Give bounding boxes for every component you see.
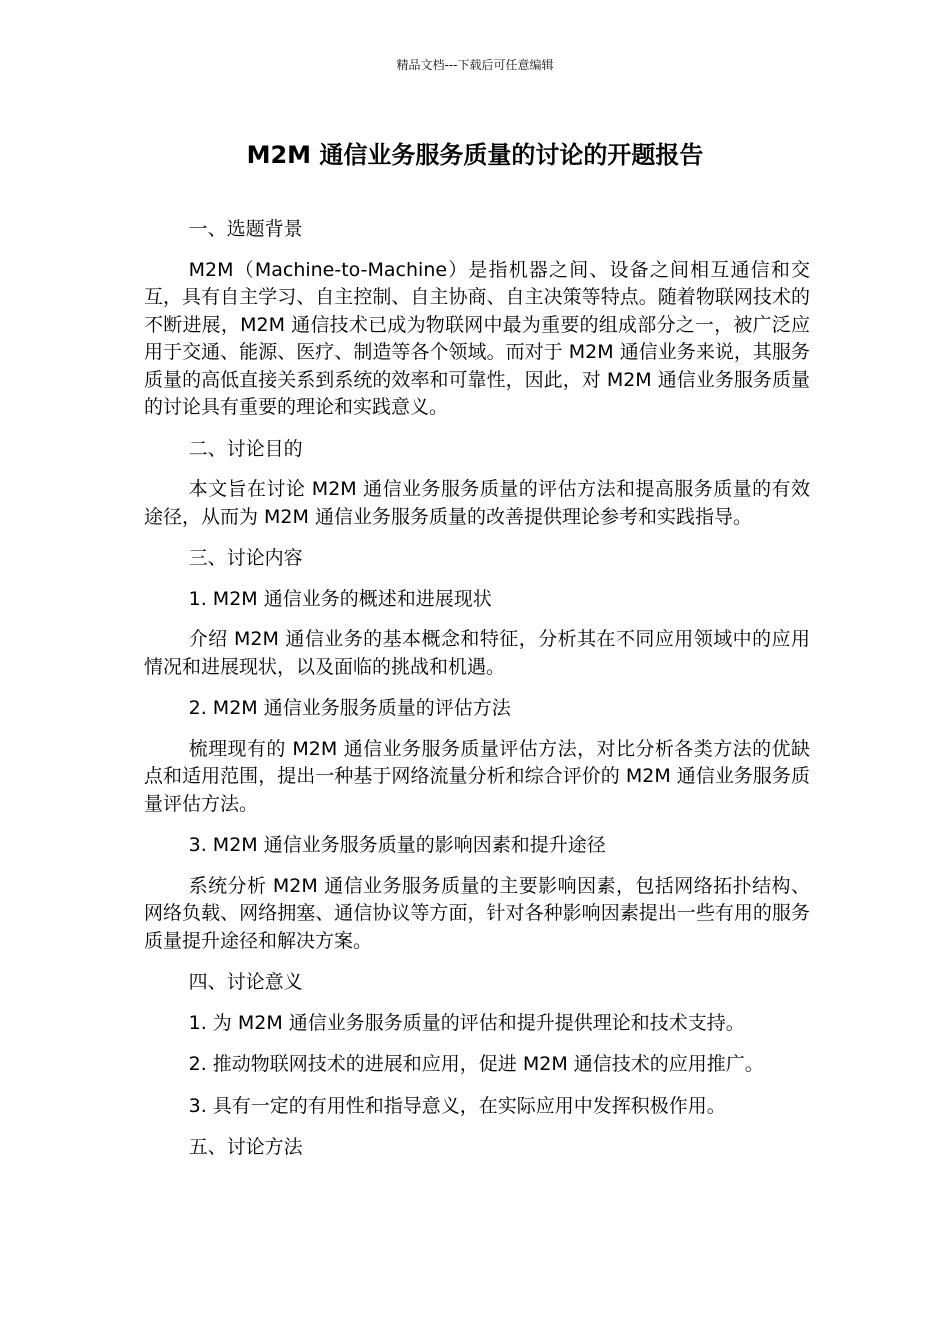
section-heading-purpose: 二、讨论目的	[188, 437, 303, 460]
list-item-significance-1: 1. 为 M2M 通信业务服务质量的评估和提升提供理论和技术支持。	[188, 1011, 745, 1034]
paragraph-evaluation: 梳理现有的 M2M 通信业务服务质量评估方法，对比分析各类方法的优缺点和适用范围，提出一种基于网络流量分析和综合评价的 M2M 通信业务服务质量评估方法。	[144, 737, 810, 815]
subheading-overview: 1. M2M 通信业务的概述和进展现状	[188, 587, 492, 610]
paragraph-purpose: 本文旨在讨论 M2M 通信业务服务质量的评估方法和提高服务质量的有效途径，从而为 M2M 通信业务服务质量的改善提供理论参考和实践指导。	[144, 478, 810, 528]
list-item-significance-2: 2. 推动物联网技术的进展和应用，促进 M2M 通信技术的应用推广。	[188, 1053, 764, 1075]
subheading-factors: 3. M2M 通信业务服务质量的影响因素和提升途径	[188, 834, 606, 856]
document-title: M2M 通信业务服务质量的讨论的开题报告	[246, 141, 704, 169]
document-body	[144, 216, 810, 1175]
header-note: 精品文档---下载后可任意编辑	[396, 58, 554, 72]
paragraph-overview: 介绍 M2M 通信业务的基本概念和特征，分析其在不同应用领域中的应用情况和进展现状，以及面临的挑战和机遇。	[144, 628, 810, 678]
paragraph-background: M2M（Machine-to-Machine）是指机器之间、设备之间相互通信和交互，具有自主学习、自主控制、自主协商、自主决策等特点。随着物联网技术的不断进展，M2M 通信技术已成为物联网中最为重要的组成部分之一，被广泛应用于交通、能源、医疗、制造等各个领域。而对于 M2M 通信业务来说，其服务质量的高低直接关系到系统的效率和可靠性，因此，对 M2M 通信业务服务质量的讨论具有重要的理论和实践意义。	[144, 258, 810, 418]
subheading-evaluation: 2. M2M 通信业务服务质量的评估方法	[188, 697, 511, 719]
list-item-significance-3: 3. 具有一定的有用性和指导意义，在实际应用中发挥积极作用。	[188, 1094, 726, 1117]
section-heading-background: 一、选题背景	[188, 218, 303, 240]
paragraph-factors: 系统分析 M2M 通信业务服务质量的主要影响因素，包括网络拓扑结构、网络负载、网络拥塞、通信协议等方面，针对各种影响因素提出一些有用的服务质量提升途径和解决方案。	[144, 874, 810, 952]
section-heading-method: 五、讨论方法	[188, 1136, 303, 1158]
section-heading-content: 三、讨论内容	[188, 547, 303, 569]
section-heading-significance: 四、讨论意义	[188, 971, 303, 993]
